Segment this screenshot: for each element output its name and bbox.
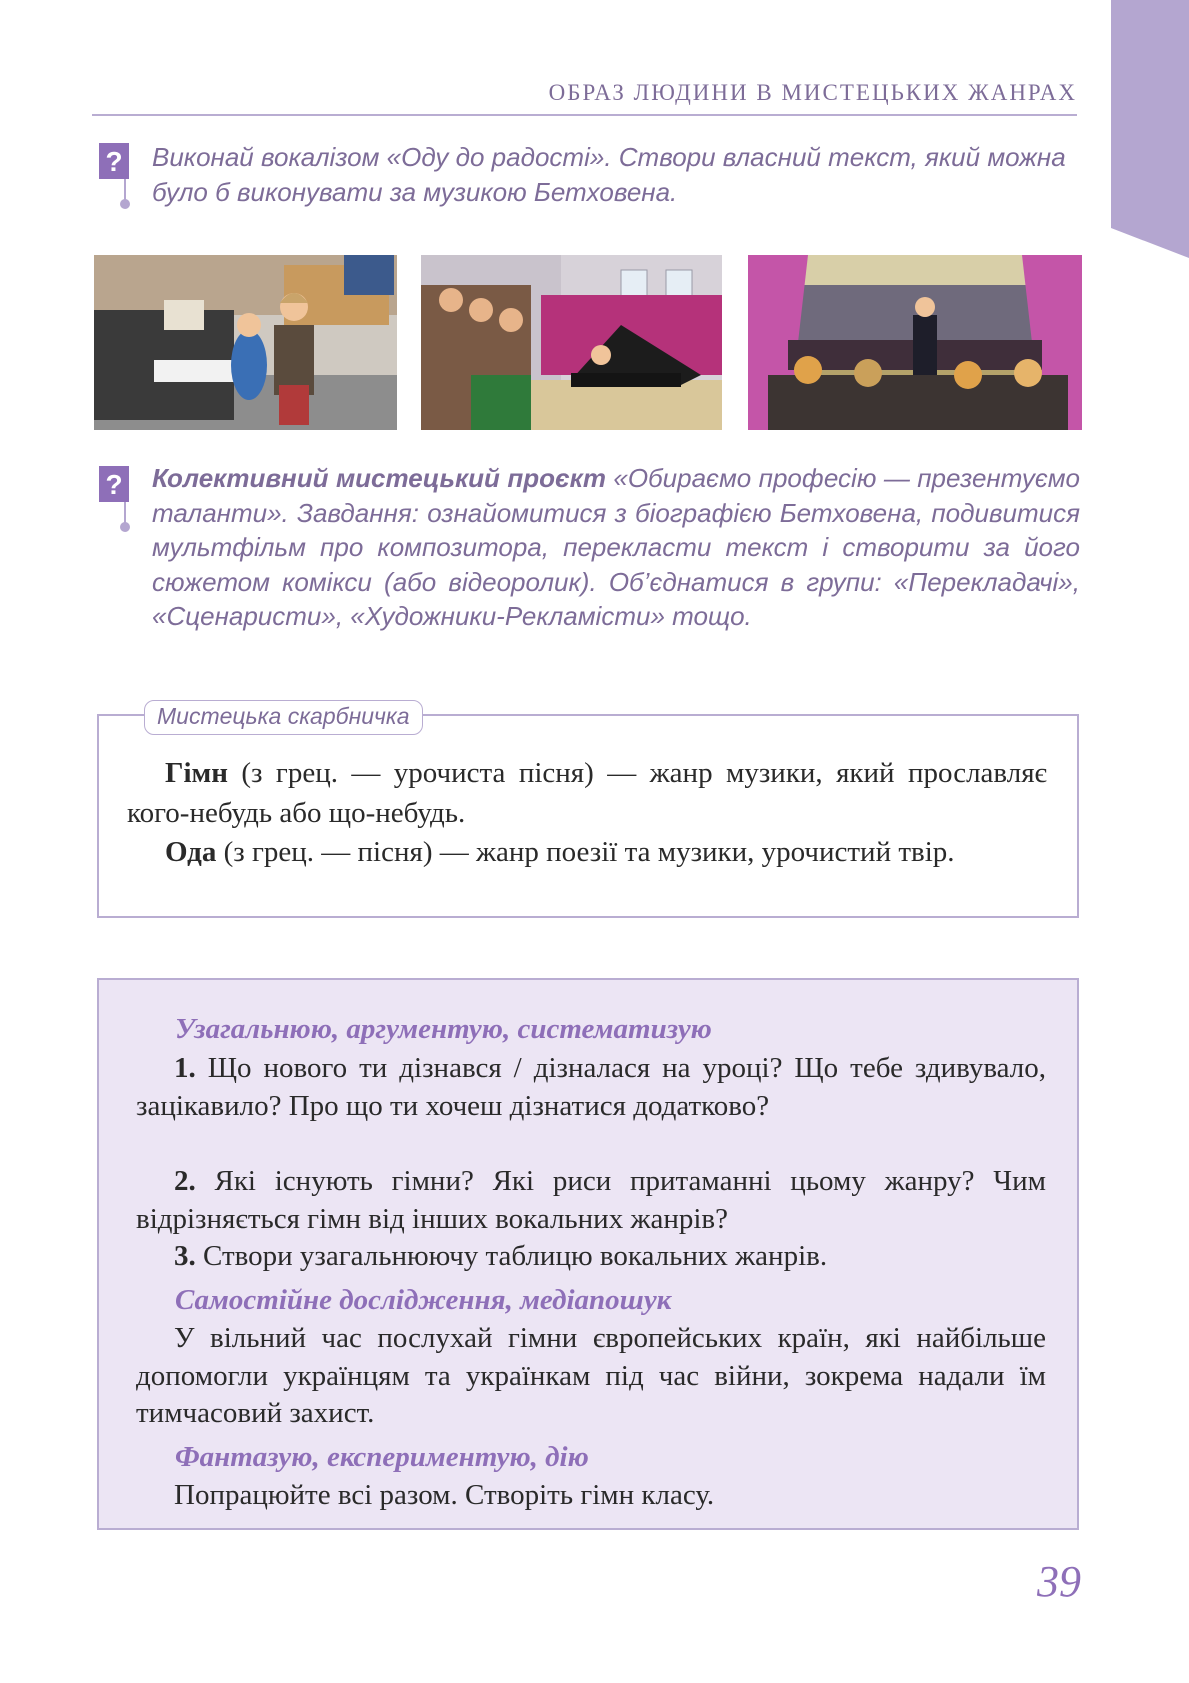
- summary-heading: Узагальнюю, аргументую, систематизую: [175, 1013, 712, 1045]
- summary-item-2: [136, 1163, 1046, 1238]
- research-text: У вільний час послухай гімни європейських країн, які найбільше допомогли українцям та українкам під час війни, зокрема надали їм тимчасовий захист.: [136, 1322, 1046, 1429]
- item-number: 3.: [174, 1240, 196, 1272]
- illustration-grand-piano: [421, 255, 722, 430]
- definition-term: Гімн: [165, 757, 228, 789]
- item-number: 1.: [174, 1052, 196, 1084]
- page-number: 39: [1037, 1557, 1081, 1606]
- fantasy-text: Попрацюйте всі разом. Створіть гімн класу.: [174, 1479, 715, 1511]
- svg-text:?: ?: [105, 469, 123, 500]
- question-flag-icon: [97, 466, 137, 534]
- task-2-bold-lead: Колективний мистецький проєкт: [152, 463, 606, 493]
- definition-text: (з грец. — урочиста пісня) — жанр музики, який прославляє кого-небудь або що-небудь.: [127, 757, 1047, 829]
- illustration-piano-lesson: [94, 255, 397, 430]
- research-heading: Самостійне дослідження, медіапошук: [175, 1284, 672, 1316]
- running-header: ОБРАЗ ЛЮДИНИ В МИСТЕЦЬКИХ ЖАНРАХ: [92, 80, 1077, 116]
- task-2-body: «Обираємо професію — презентуємо таланти». Завдання: ознайомитися з біографією Бетховена, подивитися мультфільм про композитора, перекласти текст і створити за його сюжетом комікси (або відеоролик). Об’єднатися в групи: «Перекладачі», «Сценаристи», «Художники-Рекламісти» тощо.: [152, 463, 1080, 631]
- definition-ode: [127, 832, 1047, 872]
- item-text: Що нового ти дізнався / дізналася на уроці? Що тебе здивувало, зацікавило? Про що ти хочеш дізнатися додатково?: [136, 1052, 1046, 1122]
- task-1-text: Виконай вокалізом «Оду до радості». Створи власний текст, який можна було б виконувати за музикою Бетховена.: [152, 142, 1066, 207]
- fantasy-heading: Фантазую, експериментую, дію: [175, 1441, 589, 1473]
- definition-term: Ода: [165, 836, 217, 868]
- treasury-label: Мистецька скарбничка: [144, 700, 423, 735]
- summary-item-1: [136, 1050, 1046, 1125]
- question-flag-icon: [97, 143, 137, 211]
- item-text: Створи узагальнюючу таблицю вокальних жанрів.: [195, 1240, 828, 1272]
- summary-item-3: [136, 1238, 1046, 1276]
- item-number: 2.: [174, 1165, 196, 1197]
- definition-hymn: [127, 753, 1047, 833]
- item-text: Які існують гімни? Які риси притаманні цьому жанру? Чим відрізняється гімн від інших вокальних жанрів?: [136, 1165, 1046, 1235]
- svg-text:?: ?: [105, 146, 123, 177]
- illustration-orchestra: [748, 255, 1082, 430]
- definition-text: (з грец. — пісня) — жанр поезії та музики, урочистий твір.: [216, 836, 955, 868]
- corner-tab: [1111, 0, 1189, 258]
- task-2-text: [152, 461, 1080, 634]
